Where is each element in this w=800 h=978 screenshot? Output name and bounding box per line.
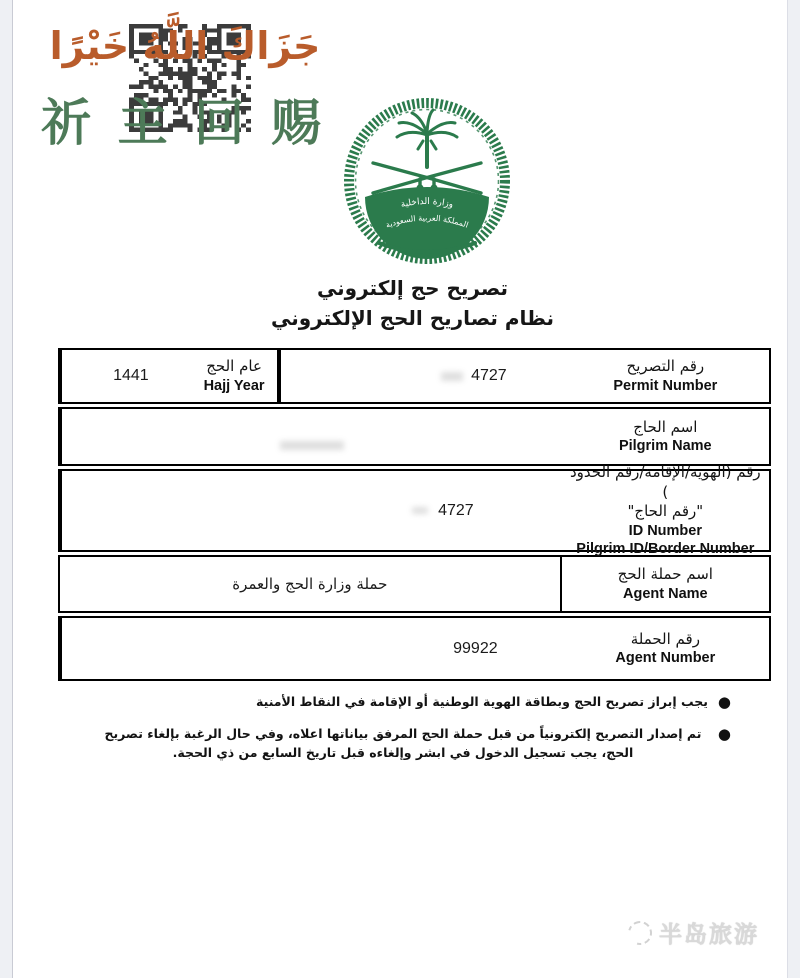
document-subtitle: نظام تصاريح الحج الإلكتروني: [270, 306, 555, 330]
agent-name-header-en: Agent Name: [622, 585, 708, 602]
id-number-value: [60, 471, 562, 550]
blessing-char: 主: [117, 94, 168, 152]
table-row-permit-number: [58, 348, 771, 404]
id-header-en2: Pilgrim ID/Border Number: [576, 540, 755, 557]
permit-number-value: [279, 350, 561, 402]
ministry-emblem: [338, 93, 516, 269]
permit-table: [58, 348, 771, 684]
redacted-digits: [412, 507, 428, 514]
permit-header-ar: رقم التصريح: [626, 357, 705, 376]
footnote-text-2: تم إصدار التصريح إلكترونياً من قبل حملة الحج المرفق بياناتها اعلاه، وفي حال الرغبة بإلغاء تصريح الحج، يجب تسجيل الدخول في ابشر وإلغاءه قبل تاريخ السابع من ذي الحجة.: [104, 726, 702, 761]
watermark-text: 半岛旅游: [659, 922, 759, 948]
year-header-en: Hajj Year: [203, 377, 265, 394]
document-page: [12, 0, 788, 978]
id-number-header: [562, 463, 769, 557]
redacted-digits: [441, 372, 463, 381]
table-row-id-number: [58, 463, 771, 557]
permit-number-text: 4727: [471, 367, 507, 384]
pilgrim-name-header: [562, 409, 769, 464]
bullet-icon: ●: [717, 725, 731, 743]
watermark: [628, 916, 759, 949]
hajj-year-text: 1441: [113, 367, 149, 384]
footnotes: [98, 692, 731, 774]
table-row-pilgrim-name: [58, 407, 771, 466]
id-number-text: 4727: [438, 501, 474, 519]
redacted-name: [280, 441, 344, 450]
permit-number-header: [562, 350, 769, 402]
document-title: تصريح حج إلكتروني: [316, 276, 509, 300]
agent-number-header-ar: رقم الحملة: [630, 629, 700, 648]
pilgrim-name-value: [60, 409, 562, 464]
agent-number-header-en: Agent Number: [615, 650, 716, 667]
pilgrim-header-en: Pilgrim Name: [618, 438, 712, 455]
table-row-agent-name: [58, 555, 771, 613]
id-header-ar2: "رقم الحاج": [627, 502, 704, 521]
blessing-char: 回: [194, 94, 245, 152]
year-header-ar: عام الحج: [206, 357, 262, 376]
id-header-en1: ID Number: [628, 522, 702, 539]
hajj-year-header: [191, 350, 280, 402]
hajj-year-value: [60, 350, 191, 402]
blessing-char: 祈: [41, 94, 91, 152]
agent-name-header: [562, 557, 769, 611]
arabic-dua-text: جَزَاكَ اللَّهُ خَيْرًا: [49, 24, 321, 68]
banner-text-1: وزارة الداخلية: [399, 196, 455, 211]
permit-header-en: Permit Number: [613, 377, 718, 394]
blessing-char: 赐: [270, 94, 321, 152]
agent-number-text: 99922: [453, 639, 498, 657]
footnote-text-1: يجب إبراز تصريح الحج وبطاقة الهوية الوطنية أو الإقامة في النقاط الأمنية: [256, 694, 708, 709]
agent-number-header: [562, 618, 769, 679]
agent-number-value: [60, 618, 562, 679]
footnote-item: [98, 724, 731, 763]
agent-name-text: حملة وزارة الحج والعمرة: [232, 575, 388, 593]
agent-name-header-ar: اسم حملة الحج: [617, 565, 713, 584]
bullet-icon: ●: [717, 693, 731, 711]
pilgrim-header-ar: اسم الحاج: [633, 417, 698, 436]
chinese-blessing-text: [41, 96, 321, 151]
table-row-agent-number: [58, 616, 771, 681]
watermark-logo-icon: [624, 916, 657, 949]
agent-name-value: [60, 557, 562, 611]
palm-tree-icon: [397, 110, 457, 167]
footnote-item: [98, 692, 731, 713]
id-header-ar1: رقم (الهوية/الإقامة/رقم الحدود ): [569, 463, 761, 501]
banner-text-2: المملكة العربية السعودية: [384, 213, 470, 230]
